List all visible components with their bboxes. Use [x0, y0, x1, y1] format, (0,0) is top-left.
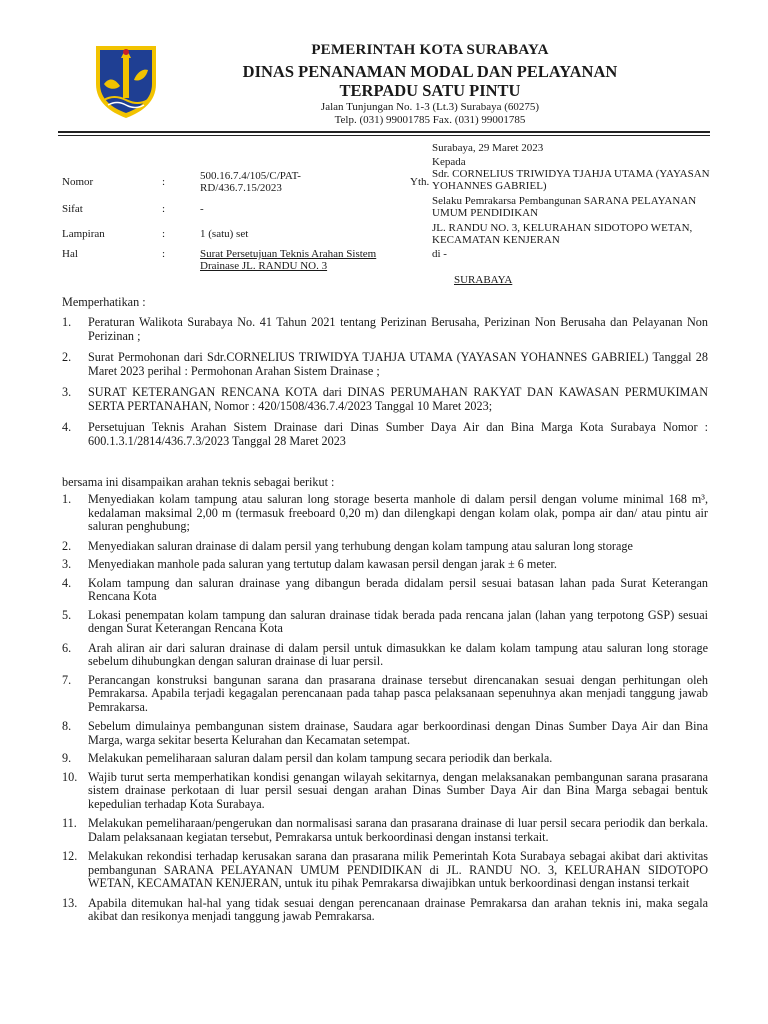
letter-date: Surabaya, 29 Maret 2023 [432, 142, 544, 154]
list-item-text: Sebelum dimulainya pembangunan sistem drainase, Saudara agar berkoordinasi dengan Dinas Sumber Daya Air dan Bina Marga, warga sekitar beserta Kelurahan dan Kecamatan setempat. [88, 719, 708, 747]
yth-label: Yth. [410, 176, 430, 188]
list-item-text: Kolam tampung dan saluran drainase yang dibangun berada didalam persil sesuai batasan lahan pada Surat Keterangan Rencana Kota [88, 575, 708, 603]
nomor-label: Nomor [62, 176, 94, 188]
list-item-text: Persetujuan Teknis Arahan Sistem Drainase dari Dinas Sumber Daya Air dan Bina Marga Kota Surabaya Nomor : 600.1.3.1/2814/436.7.3/2023 Tanggal 28 Maret 2023 [88, 420, 708, 448]
list-item-number: 13. [62, 895, 78, 910]
list-item [62, 493, 708, 534]
list-item-number: 8. [62, 719, 72, 733]
considering-list [62, 316, 708, 448]
list-item [62, 720, 708, 747]
list-item [62, 351, 708, 378]
list-item [62, 540, 708, 554]
surabaya-emblem-logo [90, 40, 162, 120]
hal-value: Surat Persetujuan Teknis Arahan Sistem Drainase JL. RANDU NO. 3 [200, 248, 377, 272]
list-item [62, 771, 708, 812]
list-item [62, 817, 708, 844]
list-item-number: 7. [62, 672, 72, 687]
list-item [62, 897, 708, 924]
list-item-text: Apabila ditemukan hal-hal yang tidak sesuai dengan perencanaan drainase Pemrakarsa dan arahan teknis ini, maka segala akibat dan resikonya menjadi tanggung jawab Pemrakarsa. [88, 895, 708, 923]
office-address: Jalan Tunjungan No. 1-3 (Lt.3) Surabaya (60275) [320, 101, 540, 113]
list-item-text: Peraturan Walikota Surabaya No. 41 Tahun 2021 tentang Perizinan Berusaha, Perizinan Non Berusaha dan Pelayanan Non Perizinan ; [88, 315, 708, 343]
lampiran-value: 1 (satu) set [200, 228, 249, 240]
list-item-number: 12. [62, 849, 78, 863]
list-item-number: 2. [62, 538, 72, 553]
nomor-value: 500.16.7.4/105/C/PAT-RD/436.7.15/2023 [200, 170, 301, 194]
list-item [62, 642, 708, 669]
letterhead-divider-thin [58, 135, 710, 136]
list-item-text: Melakukan pemeliharaan/pengerukan dan normalisasi sarana dan prasarana drainase di luar persil secara periodik dan berkala. Dalam pelaksanaan kegiatan tersebut, Pemrakarsa untuk berkoordinasi dengan instansi terkait. [88, 816, 708, 844]
recipient-address: JL. RANDU NO. 3, KELURAHAN SIDOTOPO WETAN, KECAMATAN KENJERAN [432, 222, 693, 246]
office-phone: Telp. (031) 99001785 Fax. (031) 99001785 [334, 114, 526, 126]
recipient-city: SURABAYA [454, 274, 513, 286]
list-item-number: 10. [62, 769, 78, 784]
recipient-name: Sdr. CORNELIUS TRIWIDYA TJAHJA UTAMA (YAYASAN YOHANNES GABRIEL) [432, 168, 710, 192]
letterhead-divider-thick [58, 131, 710, 133]
list-item-number: 6. [62, 640, 72, 655]
lampiran-label: Lampiran [62, 228, 105, 240]
government-name: PEMERINTAH KOTA SURABAYA [311, 42, 549, 58]
list-item-text: Perancangan konstruksi bangunan sarana dan prasarana drainase tersebut direncanakan sesuai dengan perhitungan oleh Pemrakarsa. Apabila terjadi kegagalan perencanaan pada tahap pasca pelaksanaan sepenuhnya akan menjadi tanggung jawab Pemrakarsa. [88, 672, 708, 714]
list-item-text: SURAT KETERANGAN RENCANA KOTA dari DINAS PERUMAHAN RAKYAT DAN KAWASAN PERMUKIMAN SERTA PERTANAHAN, Nomor : 420/1508/436.7.4/2023 Tanggal 10 Maret 2023; [88, 385, 708, 413]
list-item [62, 752, 708, 766]
list-item-number: 11. [62, 816, 77, 830]
directives-heading: bersama ini disampaikan arahan teknis sebagai berikut : [62, 475, 335, 489]
list-item-number: 3. [62, 557, 72, 571]
nomor-colon: : [162, 176, 166, 188]
list-item-number: 5. [62, 607, 72, 622]
list-item-text: Menyediakan kolam tampung atau saluran long storage beserta manhole di dalam persil dengan volume minimal 168 m³, kedalaman maksimal 2,00 m (termasuk freeboard 0,20 m) dan dilengkapi dengan kolam olak, pompa air dan/ atau pintu air saluran penghubung; [88, 492, 708, 533]
list-item [62, 674, 708, 715]
list-item-text: Menyediakan manhole pada saluran yang tertutup dalam kawasan persil dengan jarak ± 6 meter. [88, 557, 557, 571]
list-item-text: Melakukan pemeliharaan saluran dalam persil dan kolam tampung secara periodik dan berkala. [88, 751, 553, 765]
recipient-role: Selaku Pemrakarsa Pembangunan SARANA PELAYANAN UMUM PENDIDIKAN [432, 195, 697, 219]
list-item-number: 1. [62, 492, 72, 506]
list-item [62, 558, 708, 572]
sifat-colon: : [162, 203, 166, 215]
list-item-text: Wajib turut serta memperhatikan kondisi genangan wilayah sekitarnya, dengan melaksanakan pembangunan sarana prasarana sistem drainase perkotaan di luar persil sesuai dengan arahan Dinas Sumber Daya Air dan Bina Marga sebagai bentuk kepedulian terhadap Kota Surabaya. [88, 769, 708, 811]
list-item [62, 316, 708, 343]
list-item [62, 609, 708, 636]
list-item-number: 1. [62, 315, 72, 329]
hal-colon: : [162, 248, 166, 260]
list-item-text: Surat Permohonan dari Sdr.CORNELIUS TRIWIDYA TJAHJA UTAMA (YAYASAN YOHANNES GABRIEL) Tanggal 28 Maret 2023 perihal : Permohonan Arahan Sistem Drainase ; [88, 350, 708, 378]
list-item-text: Arah aliran air dari saluran drainase di dalam persil untuk dimasukkan ke dalam kolam tampung atau saluran long storage sebelum dihubungkan dengan saluran drainase di luar persil. [88, 640, 708, 668]
list-item-number: 9. [62, 751, 72, 765]
list-item [62, 386, 708, 413]
list-item-text: Lokasi penempatan kolam tampung dan saluran drainase tidak berada pada rencana jalan (lahan yang terpotong GSP) sesuai dengan Surat Keterangan Rencana Kota [88, 607, 708, 635]
lampiran-colon: : [162, 228, 166, 240]
list-item-number: 3. [62, 385, 72, 399]
considering-heading: Memperhatikan : [62, 295, 146, 309]
list-item-number: 4. [62, 575, 72, 590]
recipient-di: di - [432, 248, 447, 260]
letterhead-contact [200, 101, 660, 127]
kepada-label: Kepada [432, 156, 466, 168]
sifat-value: - [200, 203, 204, 215]
list-item [62, 421, 708, 448]
list-item-number: 2. [62, 350, 72, 364]
department-name [200, 62, 660, 100]
list-item-text: Melakukan rekondisi terhadap kerusakan sarana dan prasarana milik Pemerintah Kota Surabaya sebagai akibat dari aktivitas pembangunan SARANA PELAYANAN UMUM PENDIDIKAN di JL. RANDU NO. 3, KELURAHAN SIDOTOPO WETAN, KECAMATAN KENJERAN, untuk itu pihak Pemrakarsa diwajibkan untuk berkoordinasi dengan instansi terkait [88, 849, 708, 890]
list-item [62, 850, 708, 891]
department-line-1: DINAS PENANAMAN MODAL DAN PELAYANAN [242, 62, 618, 81]
hal-label: Hal [62, 248, 78, 260]
list-item [62, 577, 708, 604]
sifat-label: Sifat [62, 203, 83, 215]
list-item-number: 4. [62, 420, 72, 434]
department-line-2: TERPADU SATU PINTU [339, 81, 521, 100]
list-item-text: Menyediakan saluran drainase di dalam persil yang terhubung dengan kolam tampung atau saluran long storage [88, 538, 633, 553]
directives-list [62, 493, 708, 924]
